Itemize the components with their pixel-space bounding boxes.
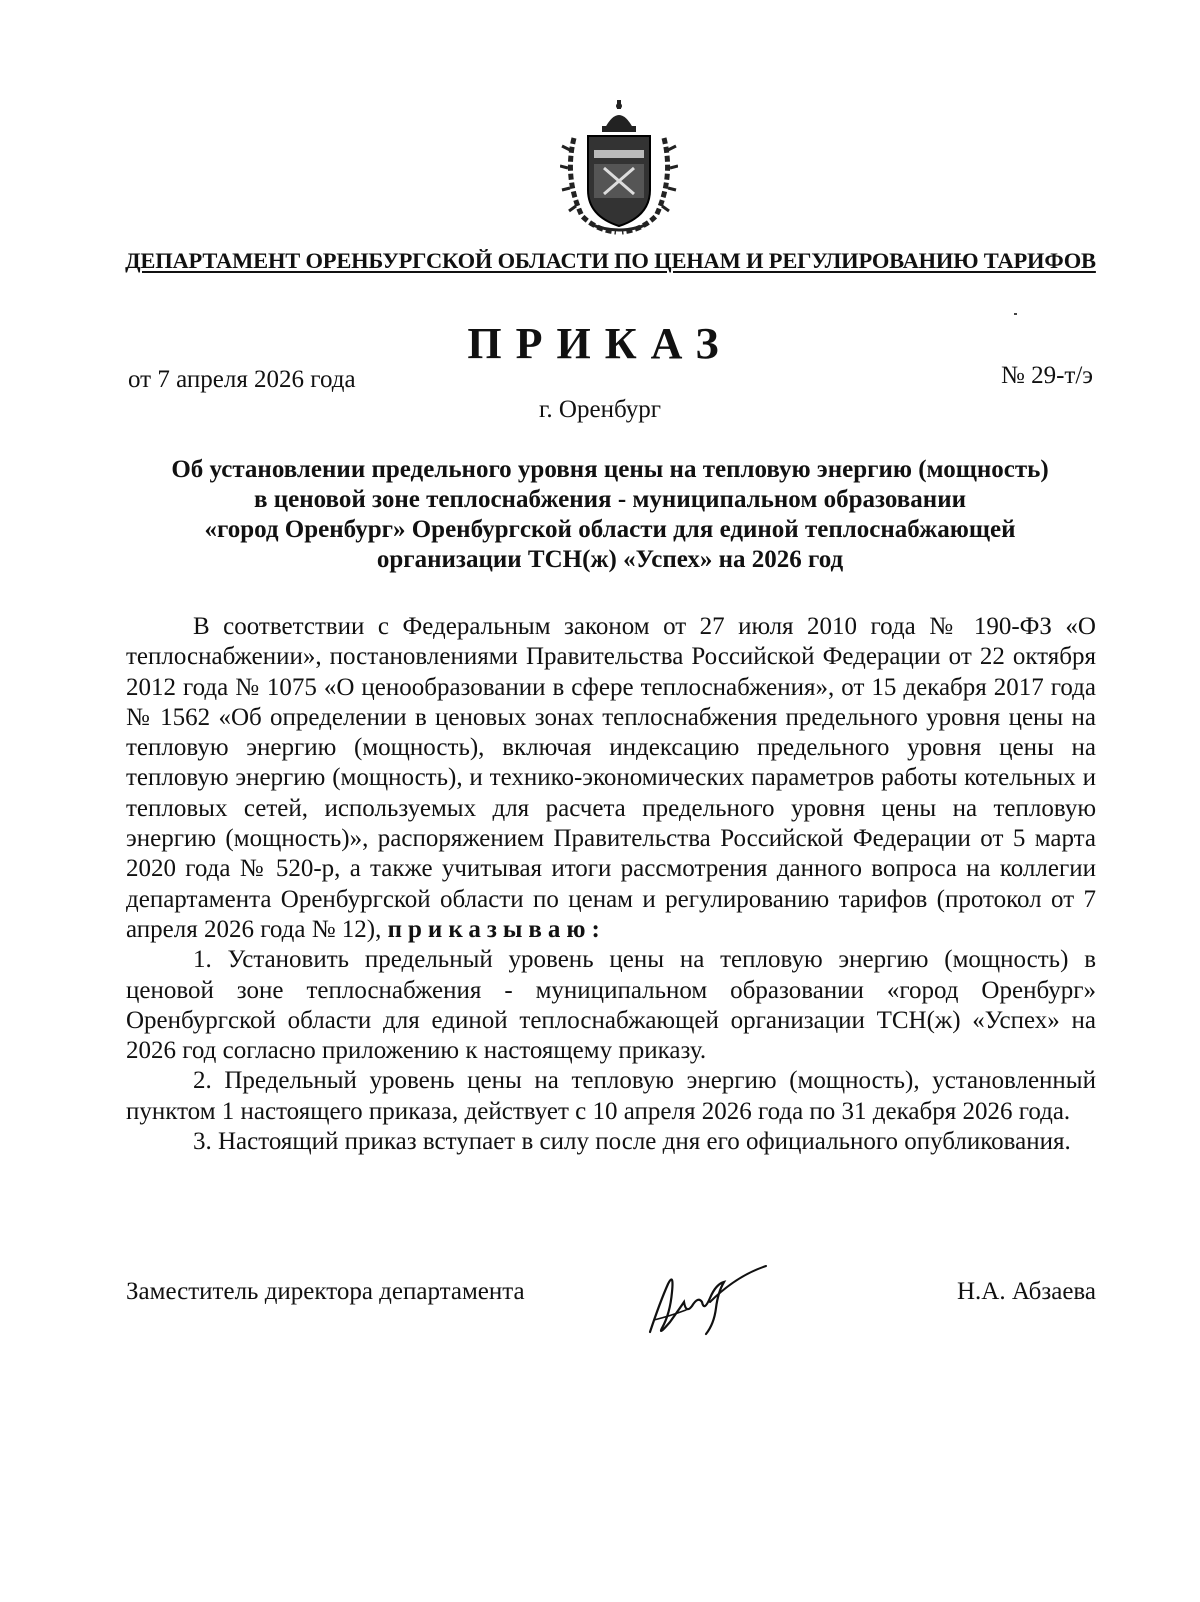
- coat-of-arms-icon: [560, 98, 678, 236]
- heading-line: организации ТСН(ж) «Успех» на 2026 год: [376, 546, 844, 573]
- heading-line: «город Оренбург» Оренбургской области для единой теплоснабжающей: [204, 516, 1016, 543]
- signature-icon: [640, 1262, 770, 1342]
- order-number: № 29-т/э: [1000, 362, 1093, 389]
- preamble-paragraph: [126, 612, 1096, 945]
- order-keyword: приказываю:: [387, 915, 606, 943]
- order-city: г. Оренбург: [539, 396, 661, 423]
- signatory-position: Заместитель директора департамента: [126, 1278, 525, 1305]
- order-item-1: 1. Установить предельный уровень цены на тепловую энергию (мощность) в ценовой зоне теплоснабжения - муниципальном образовании «город Оренбург» Оренбургской области для единой теплоснабжающей организации ТСН(ж) «Успех» на 2026 год согласно приложению к настоящему приказу.: [126, 946, 1096, 1065]
- order-item-2: 2. Предельный уровень цены на тепловую энергию (мощность), установленный пунктом 1 настоящего приказа, действует с 10 апреля 2026 года по 31 декабря 2026 года.: [126, 1067, 1096, 1125]
- order-date: от 7 апреля 2026 года: [128, 366, 356, 393]
- order-item-3: 3. Настоящий приказ вступает в силу после дня его официального опубликования.: [193, 1128, 1071, 1156]
- scan-speck: [1014, 313, 1017, 315]
- preamble-text: В соответствии с Федеральным законом от 27 июля 2010 года № 190-ФЗ «О теплоснабжении», постановлениями Правительства Российской Федерации от 22 октября 2012 года № 1075 «О ценообразовании в сфере теплоснабжения», от 15 декабря 2017 года № 1562 «Об определении в ценовых зонах теплоснабжения предельного уровня цены на тепловую энергию (мощность), включая индексацию предельного уровня цены на тепловую энергию (мощность), и технико-экономических параметров работы котельных и тепловых сетей, используемых для расчета предельного уровня цены на тепловую энергию (мощность)», распоряжением Правительства Российской Федерации от 5 марта 2020 года № 520-р, а также учитывая итоги рассмотрения данного вопроса на коллегии департамента Оренбургской области по ценам и регулированию тарифов (протокол от 7 апреля 2026 года № 12),: [126, 613, 1096, 943]
- order-body: [126, 612, 1096, 1157]
- document-type-title: ПРИКАЗ: [467, 319, 733, 368]
- heading-line: Об установлении предельного уровня цены на тепловую энергию (мощность): [171, 456, 1049, 483]
- order-heading: [130, 455, 1090, 575]
- heading-line: в ценовой зоне теплоснабжения - муниципальном образовании: [253, 486, 967, 513]
- department-name: ДЕПАРТАМЕНТ ОРЕНБУРГСКОЙ ОБЛАСТИ ПО ЦЕНАМ И РЕГУЛИРОВАНИЮ ТАРИФОВ: [125, 248, 1096, 273]
- signatory-name: Н.А. Абзаева: [956, 1278, 1096, 1305]
